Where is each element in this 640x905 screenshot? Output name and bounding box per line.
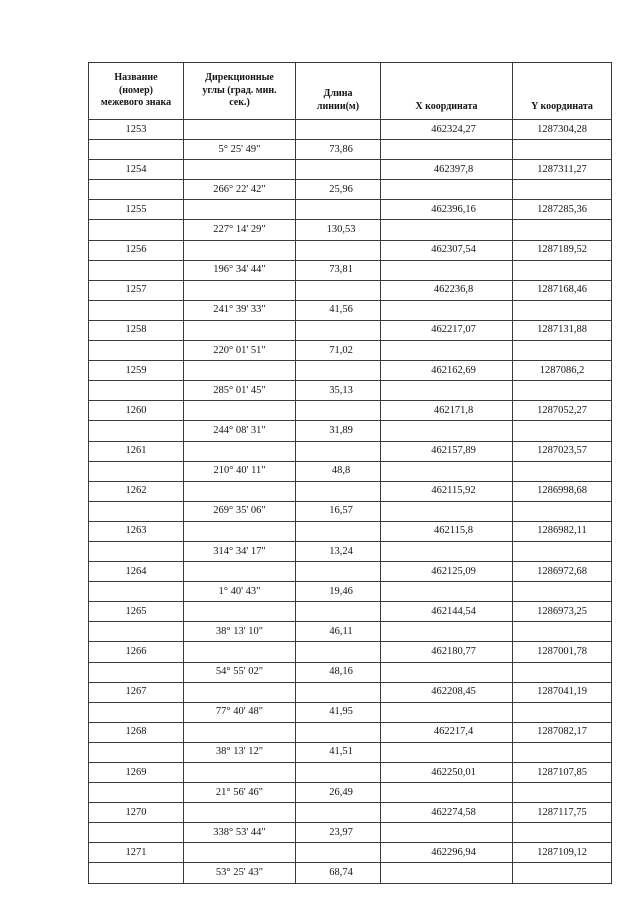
direction-angle-cell: 38° 13' 10" [184, 622, 296, 642]
point-name-cell: 1258 [89, 320, 184, 340]
direction-angle-cell: 54° 55' 02" [184, 662, 296, 682]
y-coordinate-cell: 1287285,36 [513, 200, 612, 220]
direction-angle-cell: 227° 14' 29" [184, 220, 296, 240]
empty-cell [89, 381, 184, 401]
y-coordinate-cell: 1287117,75 [513, 803, 612, 823]
y-coordinate-cell: 1287001,78 [513, 642, 612, 662]
line-length-cell: 35,13 [296, 381, 381, 401]
empty-cell [381, 381, 513, 401]
empty-cell [89, 582, 184, 602]
direction-angle-cell: 220° 01' 51" [184, 341, 296, 361]
empty-cell [513, 461, 612, 481]
empty-cell [381, 341, 513, 361]
empty-cell [296, 280, 381, 300]
point-row [89, 240, 612, 260]
point-row [89, 200, 612, 220]
empty-cell [381, 140, 513, 160]
header-x-coordinate: X координата [381, 63, 513, 120]
segment-row [89, 783, 612, 803]
empty-cell [513, 341, 612, 361]
direction-angle-cell: 338° 53' 44" [184, 823, 296, 843]
x-coordinate-cell: 462180,77 [381, 642, 513, 662]
segment-row [89, 582, 612, 602]
empty-cell [381, 742, 513, 762]
empty-cell [513, 421, 612, 441]
x-coordinate-cell: 462397,8 [381, 160, 513, 180]
direction-angle-cell: 38° 13' 12" [184, 742, 296, 762]
empty-cell [89, 541, 184, 561]
point-name-cell: 1266 [89, 642, 184, 662]
table-header [89, 63, 612, 120]
empty-cell [89, 501, 184, 521]
line-length-cell: 73,86 [296, 140, 381, 160]
y-coordinate-cell: 1287109,12 [513, 843, 612, 863]
segment-row [89, 300, 612, 320]
y-coordinate-cell: 1287304,28 [513, 120, 612, 140]
empty-cell [89, 783, 184, 803]
point-row [89, 481, 612, 501]
empty-cell [381, 180, 513, 200]
empty-cell [89, 702, 184, 722]
point-row [89, 722, 612, 742]
empty-cell [184, 521, 296, 541]
y-coordinate-cell: 1287107,85 [513, 763, 612, 783]
empty-cell [296, 401, 381, 421]
x-coordinate-cell: 462324,27 [381, 120, 513, 140]
empty-cell [184, 642, 296, 662]
empty-cell [381, 662, 513, 682]
direction-angle-cell: 269° 35' 06" [184, 501, 296, 521]
segment-row [89, 461, 612, 481]
empty-cell [184, 843, 296, 863]
point-name-cell: 1271 [89, 843, 184, 863]
segment-row [89, 863, 612, 883]
empty-cell [184, 803, 296, 823]
point-row [89, 320, 612, 340]
empty-cell [296, 441, 381, 461]
line-length-cell: 41,56 [296, 300, 381, 320]
segment-row [89, 180, 612, 200]
point-row [89, 682, 612, 702]
y-coordinate-cell: 1287311,27 [513, 160, 612, 180]
empty-cell [296, 160, 381, 180]
line-length-cell: 16,57 [296, 501, 381, 521]
segment-row [89, 662, 612, 682]
empty-cell [513, 582, 612, 602]
direction-angle-cell: 241° 39' 33" [184, 300, 296, 320]
line-length-cell: 13,24 [296, 541, 381, 561]
point-name-cell: 1255 [89, 200, 184, 220]
point-row [89, 763, 612, 783]
point-name-cell: 1264 [89, 562, 184, 582]
empty-cell [89, 341, 184, 361]
empty-cell [184, 361, 296, 381]
empty-cell [513, 501, 612, 521]
line-length-cell: 48,8 [296, 461, 381, 481]
empty-cell [513, 783, 612, 803]
empty-cell [381, 823, 513, 843]
table-body [89, 120, 612, 884]
line-length-cell: 46,11 [296, 622, 381, 642]
empty-cell [381, 582, 513, 602]
point-row [89, 120, 612, 140]
empty-cell [296, 763, 381, 783]
point-name-cell: 1270 [89, 803, 184, 823]
empty-cell [184, 562, 296, 582]
y-coordinate-cell: 1287131,88 [513, 320, 612, 340]
point-row [89, 602, 612, 622]
point-name-cell: 1269 [89, 763, 184, 783]
point-row [89, 803, 612, 823]
empty-cell [296, 320, 381, 340]
boundary-points-table [88, 62, 612, 884]
empty-cell [381, 863, 513, 883]
segment-row [89, 260, 612, 280]
segment-row [89, 421, 612, 441]
point-name-cell: 1260 [89, 401, 184, 421]
direction-angle-cell: 210° 40' 11" [184, 461, 296, 481]
empty-cell [89, 742, 184, 762]
empty-cell [296, 562, 381, 582]
direction-angle-cell: 285° 01' 45" [184, 381, 296, 401]
point-name-cell: 1257 [89, 280, 184, 300]
line-length-cell: 48,16 [296, 662, 381, 682]
empty-cell [296, 481, 381, 501]
header-line-length: Длина линии(м) [296, 63, 381, 120]
empty-cell [513, 662, 612, 682]
segment-row [89, 622, 612, 642]
header-point-name: Название (номер) межевого знака [89, 63, 184, 120]
x-coordinate-cell: 462296,94 [381, 843, 513, 863]
empty-cell [296, 682, 381, 702]
segment-row [89, 742, 612, 762]
x-coordinate-cell: 462307,54 [381, 240, 513, 260]
empty-cell [513, 823, 612, 843]
empty-cell [513, 140, 612, 160]
y-coordinate-cell: 1287082,17 [513, 722, 612, 742]
x-coordinate-cell: 462250,01 [381, 763, 513, 783]
header-y-coordinate: Y координата [513, 63, 612, 120]
point-name-cell: 1253 [89, 120, 184, 140]
point-row [89, 160, 612, 180]
x-coordinate-cell: 462115,92 [381, 481, 513, 501]
point-row [89, 562, 612, 582]
line-length-cell: 68,74 [296, 863, 381, 883]
empty-cell [296, 120, 381, 140]
empty-cell [381, 501, 513, 521]
empty-cell [513, 541, 612, 561]
empty-cell [296, 602, 381, 622]
x-coordinate-cell: 462171,8 [381, 401, 513, 421]
point-name-cell: 1254 [89, 160, 184, 180]
point-row [89, 441, 612, 461]
point-name-cell: 1261 [89, 441, 184, 461]
segment-row [89, 541, 612, 561]
segment-row [89, 501, 612, 521]
point-name-cell: 1267 [89, 682, 184, 702]
y-coordinate-cell: 1287086,2 [513, 361, 612, 381]
empty-cell [89, 421, 184, 441]
segment-row [89, 702, 612, 722]
point-name-cell: 1265 [89, 602, 184, 622]
y-coordinate-cell: 1287052,27 [513, 401, 612, 421]
line-length-cell: 71,02 [296, 341, 381, 361]
empty-cell [296, 803, 381, 823]
empty-cell [381, 260, 513, 280]
x-coordinate-cell: 462396,16 [381, 200, 513, 220]
y-coordinate-cell: 1287168,46 [513, 280, 612, 300]
line-length-cell: 130,53 [296, 220, 381, 240]
empty-cell [296, 722, 381, 742]
empty-cell [184, 200, 296, 220]
empty-cell [184, 401, 296, 421]
empty-cell [513, 863, 612, 883]
empty-cell [184, 441, 296, 461]
empty-cell [296, 843, 381, 863]
empty-cell [296, 200, 381, 220]
x-coordinate-cell: 462125,09 [381, 562, 513, 582]
segment-row [89, 140, 612, 160]
empty-cell [184, 280, 296, 300]
y-coordinate-cell: 1286998,68 [513, 481, 612, 501]
point-name-cell: 1268 [89, 722, 184, 742]
x-coordinate-cell: 462157,89 [381, 441, 513, 461]
empty-cell [381, 220, 513, 240]
empty-cell [89, 461, 184, 481]
point-row [89, 361, 612, 381]
line-length-cell: 25,96 [296, 180, 381, 200]
empty-cell [513, 180, 612, 200]
empty-cell [89, 220, 184, 240]
direction-angle-cell: 77° 40' 48" [184, 702, 296, 722]
point-row [89, 280, 612, 300]
y-coordinate-cell: 1286982,11 [513, 521, 612, 541]
x-coordinate-cell: 462217,4 [381, 722, 513, 742]
point-name-cell: 1263 [89, 521, 184, 541]
y-coordinate-cell: 1286973,25 [513, 602, 612, 622]
line-length-cell: 41,51 [296, 742, 381, 762]
segment-row [89, 341, 612, 361]
line-length-cell: 26,49 [296, 783, 381, 803]
header-direction-angle: Дирекционные углы (град. мин. сек.) [184, 63, 296, 120]
empty-cell [381, 702, 513, 722]
empty-cell [513, 260, 612, 280]
empty-cell [381, 461, 513, 481]
boundary-points-table-container [88, 62, 611, 884]
empty-cell [296, 240, 381, 260]
empty-cell [89, 863, 184, 883]
empty-cell [513, 300, 612, 320]
empty-cell [381, 541, 513, 561]
empty-cell [513, 742, 612, 762]
line-length-cell: 23,97 [296, 823, 381, 843]
empty-cell [184, 602, 296, 622]
y-coordinate-cell: 1287041,19 [513, 682, 612, 702]
empty-cell [513, 381, 612, 401]
empty-cell [184, 120, 296, 140]
y-coordinate-cell: 1287023,57 [513, 441, 612, 461]
x-coordinate-cell: 462274,58 [381, 803, 513, 823]
direction-angle-cell: 314° 34' 17" [184, 541, 296, 561]
empty-cell [184, 722, 296, 742]
point-row [89, 843, 612, 863]
segment-row [89, 381, 612, 401]
empty-cell [184, 481, 296, 501]
empty-cell [184, 763, 296, 783]
empty-cell [89, 260, 184, 280]
direction-angle-cell: 196° 34' 44" [184, 260, 296, 280]
y-coordinate-cell: 1286972,68 [513, 562, 612, 582]
segment-row [89, 823, 612, 843]
x-coordinate-cell: 462236,8 [381, 280, 513, 300]
empty-cell [296, 521, 381, 541]
empty-cell [381, 300, 513, 320]
point-row [89, 401, 612, 421]
empty-cell [184, 240, 296, 260]
point-row [89, 521, 612, 541]
empty-cell [513, 220, 612, 240]
empty-cell [89, 180, 184, 200]
x-coordinate-cell: 462208,45 [381, 682, 513, 702]
empty-cell [89, 622, 184, 642]
point-name-cell: 1259 [89, 361, 184, 381]
empty-cell [513, 622, 612, 642]
direction-angle-cell: 266° 22' 42" [184, 180, 296, 200]
line-length-cell: 31,89 [296, 421, 381, 441]
x-coordinate-cell: 462115,8 [381, 521, 513, 541]
empty-cell [184, 320, 296, 340]
empty-cell [513, 702, 612, 722]
empty-cell [296, 642, 381, 662]
x-coordinate-cell: 462217,07 [381, 320, 513, 340]
line-length-cell: 19,46 [296, 582, 381, 602]
point-name-cell: 1256 [89, 240, 184, 260]
direction-angle-cell: 53° 25' 43" [184, 863, 296, 883]
line-length-cell: 73,81 [296, 260, 381, 280]
empty-cell [381, 421, 513, 441]
segment-row [89, 220, 612, 240]
empty-cell [89, 140, 184, 160]
empty-cell [89, 300, 184, 320]
line-length-cell: 41,95 [296, 702, 381, 722]
empty-cell [89, 823, 184, 843]
point-row [89, 642, 612, 662]
empty-cell [89, 662, 184, 682]
empty-cell [184, 682, 296, 702]
empty-cell [184, 160, 296, 180]
direction-angle-cell: 1° 40' 43" [184, 582, 296, 602]
direction-angle-cell: 5° 25' 49" [184, 140, 296, 160]
direction-angle-cell: 244° 08' 31" [184, 421, 296, 441]
point-name-cell: 1262 [89, 481, 184, 501]
direction-angle-cell: 21° 56' 46" [184, 783, 296, 803]
y-coordinate-cell: 1287189,52 [513, 240, 612, 260]
empty-cell [381, 783, 513, 803]
empty-cell [296, 361, 381, 381]
x-coordinate-cell: 462162,69 [381, 361, 513, 381]
header-row [89, 63, 612, 120]
x-coordinate-cell: 462144,54 [381, 602, 513, 622]
empty-cell [381, 622, 513, 642]
